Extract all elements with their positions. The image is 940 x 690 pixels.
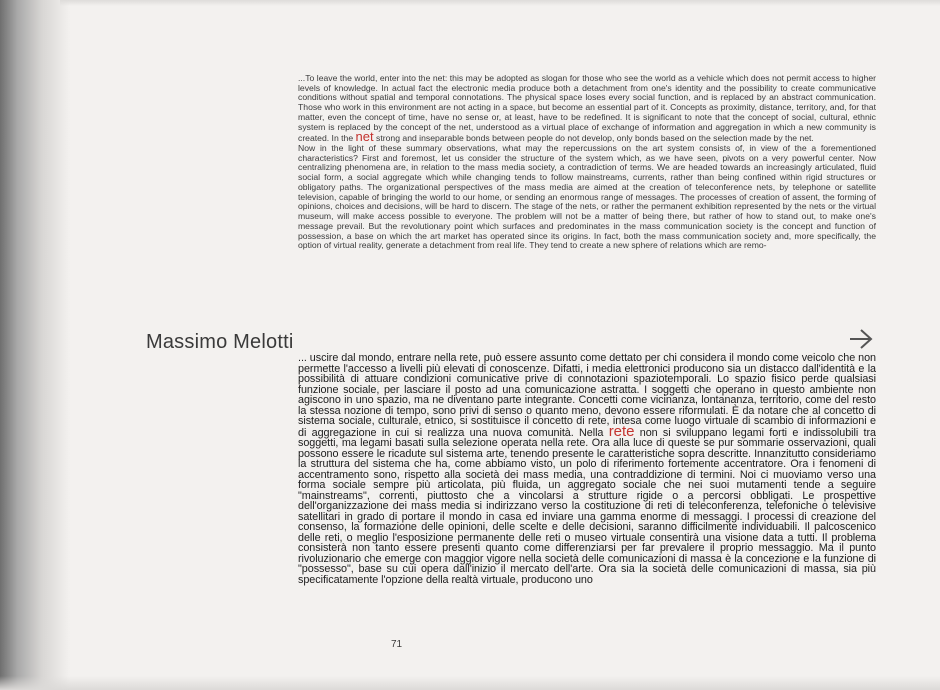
english-p1-start: ...To leave the world, enter into the net: this may be adopted as slogan for those who see the world as a vehicle which does not permit access to higher levels of knowledge. In actual fact the electronic media produce both a detachment from one's identity and the possibility to create communicative conditions without spatial and temporal connotations. The physical space loses every social function, and is replaced by an abstract communication. Those who work in this environment are not acting in a space, but become an essential part of it. Concepts as proximity, distance, territory, and, for that matter, even the concept of time, have no sense or, at least, have to be redefined. It is significant to note that the concept of social, cultural, ethnic system is replaced by the concept of the net, understood as a virtual place of exchange of information and aggregation in which a new community is created. In the [298,73,876,144]
english-paragraph-1 [298,74,876,144]
english-text-block [298,74,876,251]
italian-paragraph [298,353,876,585]
page-number: 71 [391,639,403,650]
highlight-word-net: net [355,129,374,145]
english-p1-end: strong and inseparable bonds between people do not develop, only bonds based on the selection made by the net. [376,133,814,144]
right-arrow-icon [848,328,874,350]
page-top-edge [60,0,940,6]
page-bottom-edge [0,676,940,690]
author-name: Massimo Melotti [146,331,294,353]
book-gutter-shadow [0,0,70,690]
highlight-word-rete: rete [608,422,635,440]
italian-text-block [298,353,876,585]
italian-text-end: non si sviluppano legami forti e indissolubili tra soggetti, ma legami basati sulla selezione operata nella rete. Ora alla luce di queste se pur sommarie osservazioni, quali possono essere le ricadute sul sistema arte, tenendo presente le caratteristiche sopra descritte. Innanzitutto consideriamo la struttura del sistema che ha, come abbiamo visto, un polo di riferimento fortemente accentratore. Ora i fenomeni di accentramento sono, rispetto alla società dei mass media, una contraddizione di termini. Noi ci muoviamo verso una forma sociale sempre più articolata, più fluida, un aggregato sociale che nei suoi mutamenti tende a seguire "mainstreams", correnti, piuttosto che a vincolarsi a strutture rigide o a percorsi obbligati. Le prospettive dell'organizzazione dei mass media si indirizzano verso la costituzione di reti di teleconferenza, telefoniche o televisive satellitari in grado di portare il mondo in casa ed inviare una gamma enorme di messaggi. I processi di creazione del consenso, la formazione delle opinioni, delle scelte e delle decisioni, saranno difficilmente individuabili. Il palcoscenico delle reti, o meglio l'esposizione permanente delle reti o museo virtuale consentirà una visione data a tutti. Il problema consisterà non tanto essere presenti quanto come differenziarsi per far prevalere il proprio messaggio. Ma il punto rivoluzionario che emerge con maggior vigore nella società delle comunicazioni di massa è la concezione e la funzione di "possesso", base su cui opera dall'inizio il mercato dell'arte. Ora sia la società delle comunicazioni di massa, sia più specificatamente l'opzione della realtà virtuale, producono uno [298,426,877,586]
english-paragraph-2: Now in the light of these summary observations, what may the repercussions on the art system consists of, in view of the a forementioned characteristics? First and foremost, let us consider the structure of the system which, as we have seen, pivots on a very powerful center. Now centralizing phenomena are, in relation to the mass media society, a contradiction of terms. We are headed towards an increasingly articulated, fluid social form, a social aggregate which while changing tends to follow mainstreams, currents, rather than being confined within rigid structures or obligatory paths. The organizational perspectives of the mass media are aimed at the creation of teleconference nets, by telephone or satellite television, capable of bringing the world to our home, or sending an enormous range of messages. The processes of creation of assent, the forming of opinions, choices and decisions, will be hard to discern. The stage of the nets, or rather the permanent exhibition represented by the nets or the virtual museum, will make access possible to everyone. The problem will not be a matter of being there, but rather of how to stand out, to make one's message prevail. But the revolutionary point which surfaces and predominates in the mass communication society is the concept and function of possession, a base on which the art market has operated since its origins. In fact, both the mass communication society and, more specifically, the option of virtual reality, generate a detachment from real life. They tend to create a new sphere of relations which are remo- [298,143,876,251]
italian-text-start: ... uscire dal mondo, entrare nella rete, può essere assunto come dettato per chi considera il mondo come veicolo che non permette l'accesso a livelli più elevati di conoscenze. Difatti, i media elettronici producono sia un distacco dall'identità e la possibilità di attuare condizioni comunicative prive di connotazioni spaziotemporali. Lo spazio fisico perde qualsiasi funzione sociale, per lasciare il posto ad una comunicazione astratta. I soggetti che operano in questo ambiente non agiscono in uno spazio, ma ne diventano parte integrante. Concetti come vicinanza, lontananza, territorio, come del resto la stessa nozione di tempo, sono privi di senso o quanto meno, devono essere riformulati. È da notare che al concetto di sistema sociale, culturale, etnico, si sostituisce il concetto di rete, intesa come luogo virtuale di scambio di informazioni e di aggregazione in cui si realizza una nuova comunità. Nella [298,352,876,439]
